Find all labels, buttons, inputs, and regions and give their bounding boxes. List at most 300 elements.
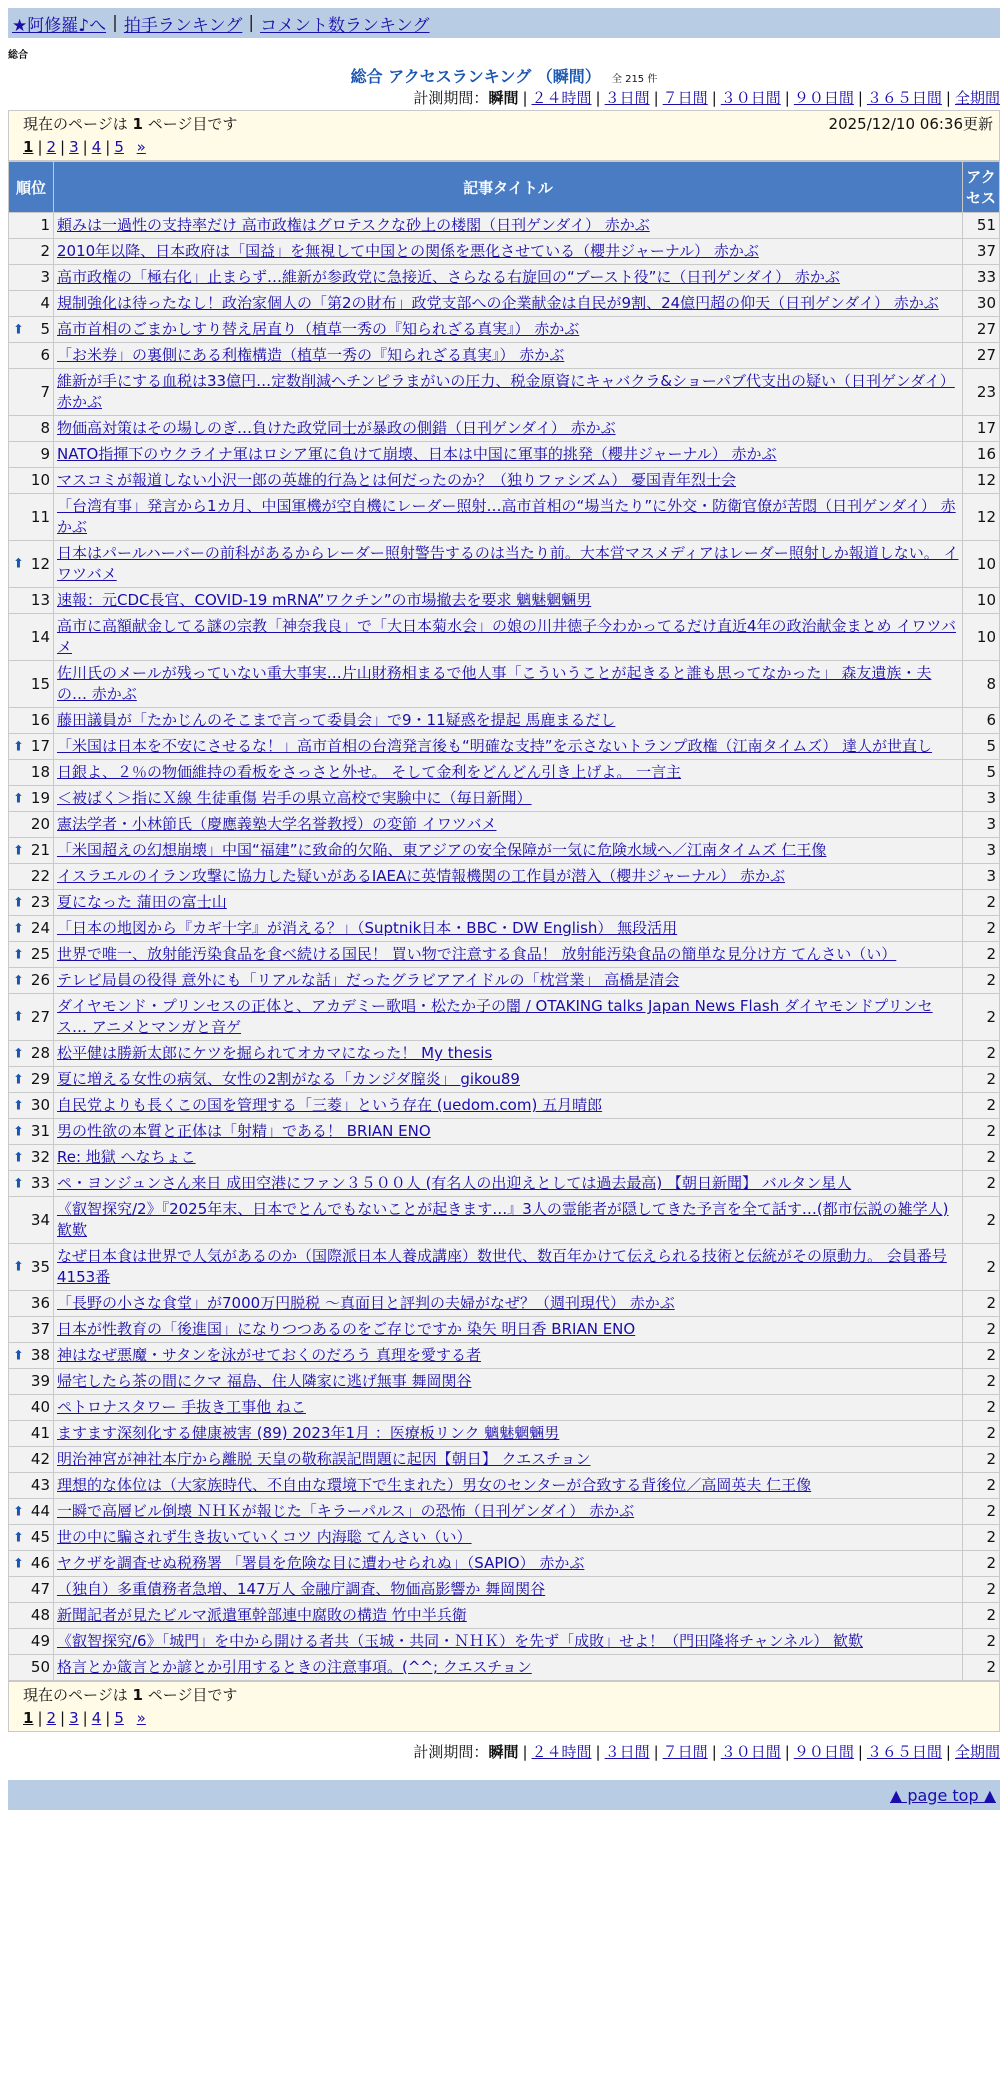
rank-up-arrow-icon: ⬆ — [13, 1124, 24, 1139]
table-row — [9, 1551, 1000, 1577]
access-count: 33 — [963, 265, 1000, 291]
page-separator: | — [82, 138, 88, 156]
article-title-link[interactable]: 物価高対策はその場しのぎ…負けた政党同士が暴政の側錯（日刊ゲンダイ） 赤かぶ — [57, 419, 616, 437]
title-cell — [54, 1577, 963, 1603]
article-title-link[interactable]: 理想的な体位は（大家族時代、不自由な環境下で生まれた）男女のセンターが合致する背後位／高岡英夫 仁王像 — [57, 1476, 812, 1494]
access-count: 2 — [963, 1369, 1000, 1395]
rank-cell — [9, 1197, 54, 1244]
page-link-4[interactable]: 4 — [91, 138, 102, 156]
access-count: 2 — [963, 968, 1000, 994]
table-row — [9, 1244, 1000, 1291]
title-cell — [54, 838, 963, 864]
access-count: 2 — [963, 1093, 1000, 1119]
title-cell — [54, 416, 963, 442]
pager-bottom — [8, 1681, 1000, 1732]
article-title-link[interactable]: ダイヤモンド・プリンセスの正体と、アカデミー歌唱・松たか子の闇 / OTAKING talks Japan News Flash ダイヤモンドプリンセス… アニメとマンガと音ゲ — [57, 997, 933, 1036]
page-link-3[interactable]: 3 — [69, 138, 79, 156]
rank-up-arrow-icon: ⬆ — [13, 1072, 24, 1087]
rank-number: 8 — [40, 419, 50, 437]
article-title-link[interactable]: 維新が手にする血税は33億円…定数削減へチンピラまがいの圧力、税金原資にキャバクラ&ショーパブ代支出の疑い（日刊ゲンダイ） 赤かぶ — [57, 372, 955, 411]
page-links — [23, 138, 993, 156]
rank-number: 7 — [40, 382, 50, 401]
comment-ranking-link[interactable]: コメント数ランキング — [260, 15, 430, 36]
top-nav-bar — [8, 8, 1000, 38]
article-title-link[interactable]: 明治神宮が神社本庁から離脱 天皇の敬称誤記問題に起因【朝日】 クエスチョン — [57, 1450, 591, 1468]
article-title-link[interactable]: 規制強化は待ったなし！政治家個人の「第2の財布」政党支部への企業献金は自民が9割、24億円超の仰天（日刊ゲンダイ） 赤かぶ — [57, 294, 939, 312]
footer-bar — [8, 1780, 1000, 1810]
period-separator: | — [857, 89, 863, 107]
access-count: 2 — [963, 1525, 1000, 1551]
title-cell — [54, 760, 963, 786]
rank-cell — [9, 1171, 54, 1197]
table-row — [9, 1499, 1000, 1525]
access-count: 2 — [963, 994, 1000, 1041]
rank-number: 17 — [30, 737, 50, 755]
current-page-text: 現在のページは 1 ページ目です — [23, 1686, 238, 1704]
period-link-1[interactable]: ３日間 — [604, 1743, 650, 1761]
access-count: 2 — [963, 1395, 1000, 1421]
article-title-link[interactable]: （独自）多重債務者急増、147万人 金融庁調査、物価高影響か 舞岡関谷 — [57, 1580, 546, 1598]
access-count: 12 — [963, 468, 1000, 494]
access-count: 2 — [963, 1499, 1000, 1525]
rank-up-arrow-icon: ⬆ — [13, 322, 24, 337]
table-row — [9, 416, 1000, 442]
title-cell — [54, 1421, 963, 1447]
total-count: 全 215 件 — [611, 74, 658, 85]
table-row — [9, 1317, 1000, 1343]
title-cell — [54, 1551, 963, 1577]
period-link-0[interactable]: ２４時間 — [531, 1743, 592, 1761]
article-title-link[interactable]: 松平健は勝新太郎にケツを掘られてオカマになった！ My thesis — [57, 1044, 493, 1062]
title-cell — [54, 541, 963, 588]
rank-number: 48 — [30, 1606, 50, 1624]
table-row — [9, 317, 1000, 343]
page-link-5[interactable]: 5 — [114, 138, 124, 156]
title-cell — [54, 614, 963, 661]
access-count: 2 — [963, 916, 1000, 942]
table-row — [9, 239, 1000, 265]
rank-cell — [9, 1551, 54, 1577]
next-page-link[interactable]: » — [136, 138, 146, 156]
table-row — [9, 864, 1000, 890]
nav-separator: | — [248, 13, 255, 33]
table-row — [9, 494, 1000, 541]
access-count: 10 — [963, 541, 1000, 588]
current-page-number: 1 — [23, 138, 34, 156]
article-title-link[interactable]: 「長野の小さな食堂」が7000万円脱税 ～真面目と評判の夫婦がなぜ？（週刊現代） 赤かぶ — [57, 1294, 675, 1312]
table-row — [9, 760, 1000, 786]
title-cell — [54, 1525, 963, 1551]
table-row — [9, 968, 1000, 994]
table-row — [9, 343, 1000, 369]
rank-up-arrow-icon: ⬆ — [13, 556, 24, 572]
rank-cell — [9, 588, 54, 614]
rank-number: 28 — [30, 1044, 50, 1062]
page-link-5[interactable]: 5 — [114, 1709, 124, 1727]
table-row — [9, 541, 1000, 588]
access-count: 2 — [963, 1067, 1000, 1093]
title-cell — [54, 213, 963, 239]
rank-number: 3 — [40, 268, 50, 286]
article-title-link[interactable]: 日本が性教育の「後進国」になりつつあるのをご存じですか 染矢 明日香 BRIAN ENO — [57, 1320, 636, 1338]
rank-number: 25 — [30, 945, 50, 963]
ranking-table — [8, 161, 1000, 1681]
rank-cell — [9, 1343, 54, 1369]
rank-cell — [9, 1145, 54, 1171]
title-cell — [54, 812, 963, 838]
article-title-link[interactable]: 高市首相のごまかしすり替え居直り（植草一秀の『知られざる真実』） 赤かぶ — [57, 320, 580, 338]
access-count: 2 — [963, 1145, 1000, 1171]
access-count: 17 — [963, 416, 1000, 442]
period-link-4[interactable]: ９０日間 — [793, 89, 854, 107]
rank-number: 5 — [40, 320, 50, 338]
rank-cell — [9, 1093, 54, 1119]
page-link-4[interactable]: 4 — [91, 1709, 102, 1727]
access-count: 2 — [963, 1244, 1000, 1291]
article-title-link[interactable]: テレビ局員の役得 意外にも「リアルな話」だったグラビアアイドルの「枕営業」 高橋是清会 — [57, 971, 680, 989]
title-cell — [54, 661, 963, 708]
title-cell — [54, 1499, 963, 1525]
rank-cell — [9, 661, 54, 708]
article-title-link[interactable]: 自民党よりも長くこの国を管理する「三菱」という存在 (uedom.com) 五月晴郎 — [57, 1096, 603, 1114]
rank-cell — [9, 1067, 54, 1093]
title-cell — [54, 890, 963, 916]
table-row — [9, 1343, 1000, 1369]
access-count: 2 — [963, 1291, 1000, 1317]
article-title-link[interactable]: 頼みは一過性の支持率だけ 高市政権はグロテスクな砂上の楼閣（日刊ゲンダイ） 赤かぶ — [57, 216, 650, 234]
period-link-3[interactable]: ３０日間 — [720, 89, 781, 107]
title-cell — [54, 1291, 963, 1317]
period-separator: | — [784, 1743, 790, 1761]
rank-cell — [9, 994, 54, 1041]
rank-cell — [9, 239, 54, 265]
rank-cell — [9, 317, 54, 343]
article-title-link[interactable]: 夏に増える女性の病気、女性の2割がなる「カンジダ膣炎」 gikou89 — [57, 1070, 520, 1088]
article-title-link[interactable]: 世界で唯一、放射能汚染食品を食べ続ける国民！ 買い物で注意する食品！ 放射能汚染食品の簡単な見分け方 てんさい（い） — [57, 945, 897, 963]
access-count: 3 — [963, 812, 1000, 838]
table-row — [9, 1093, 1000, 1119]
article-title-link[interactable]: 日銀よ、２％の物価維持の看板をさっさと外せ。 そして金利をどんどん引き上げよ。 一言主 — [57, 763, 682, 781]
title-cell — [54, 734, 963, 760]
table-row — [9, 942, 1000, 968]
rank-cell — [9, 343, 54, 369]
rank-header: 順位 — [9, 162, 54, 213]
rank-up-arrow-icon: ⬆ — [13, 1150, 24, 1165]
page-separator: | — [105, 1709, 111, 1727]
period-separator: | — [711, 1743, 717, 1761]
access-count: 37 — [963, 239, 1000, 265]
rank-up-arrow-icon: ⬆ — [13, 1176, 24, 1191]
title-cell — [54, 494, 963, 541]
period-selector-bottom — [8, 1740, 1000, 1764]
rank-number: 45 — [30, 1528, 50, 1546]
article-title-link[interactable]: 「日本の地図から『カギ十字』が消える？」（Suptnik日本・BBC・DW English） 無段活用 — [57, 919, 678, 937]
access-count: 5 — [963, 734, 1000, 760]
table-row — [9, 1395, 1000, 1421]
table-row — [9, 1603, 1000, 1629]
access-count: 16 — [963, 442, 1000, 468]
article-title-link[interactable]: 「お米券」の裏側にある利権構造（植草一秀の『知られざる真実』） 赤かぶ — [57, 346, 565, 364]
title-header: 記事タイトル — [54, 162, 963, 213]
title-cell — [54, 708, 963, 734]
article-title-link[interactable]: 藤田議員が「たかじんのそこまで言って委員会」で9・11疑惑を提起 馬鹿まるだし — [57, 711, 616, 729]
table-row — [9, 442, 1000, 468]
period-link-1[interactable]: ３日間 — [604, 89, 650, 107]
rank-number: 18 — [30, 763, 50, 781]
rank-cell — [9, 1447, 54, 1473]
rank-number: 41 — [30, 1424, 50, 1442]
table-row — [9, 1171, 1000, 1197]
nav-separator: | — [112, 13, 118, 33]
rank-number: 16 — [30, 711, 50, 729]
rank-number: 30 — [30, 1096, 50, 1114]
title-cell — [54, 1395, 963, 1421]
article-title-link[interactable]: 高市に高額献金してる謎の宗教「神奈我良」で「大日本菊水会」の娘の川井徳子今わかってるだけ直近4年の政治献金まとめ イワツバメ — [57, 617, 957, 656]
period-link-6[interactable]: 全期間 — [954, 89, 1000, 107]
table-row — [9, 916, 1000, 942]
period-separator: | — [857, 1743, 863, 1761]
rank-up-arrow-icon: ⬆ — [13, 1530, 24, 1545]
article-title-link[interactable]: 一瞬で高層ビル倒壊 ＮＨＫが報じた「キラーパルス」の恐怖（日刊ゲンダイ） 赤かぶ — [57, 1502, 635, 1520]
article-title-link[interactable]: 高市政権の「極右化」止まらず…維新が参政党に急接近、さらなる右旋回の“ブースト役”に（日刊ゲンダイ） 赤かぶ — [57, 268, 840, 286]
rank-cell — [9, 1395, 54, 1421]
table-row — [9, 1119, 1000, 1145]
access-count: 2 — [963, 1629, 1000, 1655]
title-cell — [54, 588, 963, 614]
page-separator: | — [37, 138, 43, 156]
rank-number: 35 — [30, 1257, 50, 1276]
page-link-3[interactable]: 3 — [69, 1709, 79, 1727]
rank-cell — [9, 1291, 54, 1317]
page-separator — [128, 138, 133, 156]
rank-cell — [9, 291, 54, 317]
rank-cell — [9, 1041, 54, 1067]
table-row — [9, 1421, 1000, 1447]
rank-number: 9 — [40, 445, 50, 463]
period-label: 計測期間： — [413, 89, 489, 107]
table-row — [9, 890, 1000, 916]
access-count: 2 — [963, 1473, 1000, 1499]
access-count: 51 — [963, 213, 1000, 239]
access-count: 2 — [963, 1119, 1000, 1145]
title-cell — [54, 1171, 963, 1197]
rank-cell — [9, 1473, 54, 1499]
table-row — [9, 1525, 1000, 1551]
title-cell — [54, 1145, 963, 1171]
rank-number: 1 — [40, 216, 50, 234]
page-links — [23, 1709, 993, 1727]
article-title-link[interactable]: マスコミが報道しない小沢一郎の英雄的行為とは何だったのか？（独りファシズム） 憂国青年烈士会 — [57, 471, 737, 489]
period-separator: | — [522, 89, 528, 107]
article-title-link[interactable]: 帰宅したら茶の間にクマ 福島、住人隣家に逃げ無事 舞岡関谷 — [57, 1372, 472, 1390]
rank-cell — [9, 468, 54, 494]
table-row — [9, 1041, 1000, 1067]
rank-number: 23 — [30, 893, 50, 911]
access-count: 3 — [963, 864, 1000, 890]
rank-cell — [9, 708, 54, 734]
article-title-link[interactable]: なぜ日本食は世界で人気があるのか（国際派日本人養成講座）数世代、数百年かけて伝えられる技術と伝統がその原動力。 会員番号4153番 — [57, 1247, 947, 1286]
title-cell — [54, 786, 963, 812]
access-count: 5 — [963, 760, 1000, 786]
rank-cell — [9, 1421, 54, 1447]
article-title-link[interactable]: 格言とか箴言とか諺とか引用するときの注意事項。(^^; クエスチョン — [57, 1658, 532, 1676]
table-row — [9, 369, 1000, 416]
page-title: 総合 アクセスランキング （瞬間） — [350, 67, 601, 86]
period-link-4[interactable]: ９０日間 — [793, 1743, 854, 1761]
table-row — [9, 1447, 1000, 1473]
article-title-link[interactable]: 《叡智探究/2》『2025年末、日本でとんでもないことが起きます…』3人の霊能者が隠してきた予言を全て話す…(都市伝説の雑学人) 歓歎 — [57, 1200, 949, 1239]
rank-cell — [9, 614, 54, 661]
article-title-link[interactable]: Re: 地獄 へなちょこ — [57, 1148, 196, 1166]
period-link-0[interactable]: ２４時間 — [531, 89, 592, 107]
rank-number: 31 — [30, 1122, 50, 1140]
article-title-link[interactable]: ヤクザを調査せぬ税務署 「署員を危険な目に遭わせられぬ」（SAPIO） 赤かぶ — [57, 1554, 585, 1572]
access-count: 2 — [963, 1447, 1000, 1473]
rank-number: 32 — [30, 1148, 50, 1166]
access-count: 2 — [963, 1041, 1000, 1067]
table-row — [9, 1145, 1000, 1171]
page-separator — [128, 1709, 133, 1727]
period-link-5[interactable]: ３６５日間 — [866, 1743, 942, 1761]
period-separator: | — [522, 1743, 528, 1761]
article-title-link[interactable]: ＜被ばく＞指にＸ線 生徒重傷 岩手の県立高校で実験中に（毎日新聞） — [57, 789, 532, 807]
article-title-link[interactable]: 日本はパールハーバーの前科があるからレーダー照射警告するのは当たり前。大本営マスメディアはレーダー照射しか報道しない。 イワツバメ — [57, 544, 959, 583]
rank-up-arrow-icon: ⬆ — [13, 791, 24, 806]
page-link-2[interactable]: 2 — [46, 138, 57, 156]
rank-cell — [9, 1525, 54, 1551]
page-separator: | — [60, 1709, 66, 1727]
table-row — [9, 265, 1000, 291]
clap-ranking-link[interactable]: 拍手ランキング — [123, 15, 243, 36]
page-separator: | — [105, 138, 111, 156]
rank-number: 36 — [30, 1294, 50, 1312]
rank-cell — [9, 864, 54, 890]
table-row — [9, 291, 1000, 317]
period-link-3[interactable]: ３０日間 — [720, 1743, 781, 1761]
ranking-heading — [8, 64, 1000, 86]
article-title-link[interactable]: ますます深刻化する健康被害 (89) 2023年1月 ：医療板リンク 魑魅魍魎男 — [57, 1424, 560, 1442]
table-row — [9, 708, 1000, 734]
access-count: 2 — [963, 1577, 1000, 1603]
rank-cell — [9, 838, 54, 864]
period-separator: | — [595, 89, 601, 107]
rank-number: 10 — [30, 471, 50, 489]
current-page-number: 1 — [23, 1709, 34, 1727]
page-separator: | — [37, 1709, 43, 1727]
period-label: 計測期間： — [413, 1743, 489, 1761]
title-cell — [54, 1655, 963, 1681]
article-title-link[interactable]: 佐川氏のメールが残っていない重大事実…片山財務相まるで他人事「こういうことが起きると誰も思ってなかった」 森友遺族・夫の… 赤かぶ — [57, 664, 932, 703]
period-link-2[interactable]: ７日間 — [662, 1743, 708, 1761]
rank-number: 11 — [30, 507, 50, 526]
rank-number: 47 — [30, 1580, 50, 1598]
article-title-link[interactable]: 《叡智探究/6》「城門」を中から開ける者共（玉城・共同・ＮＨＫ）を先ず「成敗」せよ！（門田隆将チャンネル） 歓歎 — [57, 1632, 863, 1650]
period-separator: | — [653, 89, 659, 107]
article-title-link[interactable]: 世の中に騙されず生き抜いていくコツ 内海聡 てんさい（い） — [57, 1528, 472, 1546]
title-cell — [54, 1343, 963, 1369]
rank-cell — [9, 213, 54, 239]
period-link-6[interactable]: 全期間 — [954, 1743, 1000, 1761]
title-cell — [54, 1041, 963, 1067]
title-cell — [54, 239, 963, 265]
article-title-link[interactable]: 「米国超えの幻想崩壊」中国“福建”に致命的欠陥、東アジアの安全保障が一気に危険水域へ／江南タイムズ 仁王像 — [57, 841, 827, 859]
rank-number: 44 — [30, 1502, 50, 1520]
access-header: アクセス — [963, 162, 1000, 213]
article-title-link[interactable]: 夏になった 蒲田の富士山 — [57, 893, 227, 911]
rank-number: 2 — [40, 242, 50, 260]
rank-number: 43 — [30, 1476, 50, 1494]
rank-cell — [9, 1369, 54, 1395]
article-title-link[interactable]: NATO指揮下のウクライナ軍はロシア軍に負けて崩壊、日本は中国に軍事的挑発（櫻井ジャーナル） 赤かぶ — [57, 445, 777, 463]
title-cell — [54, 1197, 963, 1244]
table-row — [9, 786, 1000, 812]
article-title-link[interactable]: 速報：元CDC長官、COVID-19 mRNA”ワクチン”の市場撤去を要求 魑魅魍魎男 — [57, 591, 592, 609]
rank-cell — [9, 442, 54, 468]
access-count: 12 — [963, 494, 1000, 541]
rank-cell — [9, 1655, 54, 1681]
table-row — [9, 1291, 1000, 1317]
access-count: 2 — [963, 1171, 1000, 1197]
title-cell — [54, 968, 963, 994]
period-separator: | — [784, 89, 790, 107]
article-title-link[interactable]: 神はなぜ悪魔・サタンを泳がせておくのだろう 真理を愛する者 — [57, 1346, 482, 1364]
title-cell — [54, 343, 963, 369]
title-cell — [54, 317, 963, 343]
access-count: 2 — [963, 1551, 1000, 1577]
rank-cell — [9, 734, 54, 760]
home-link[interactable]: ★阿修羅♪へ — [12, 15, 107, 36]
rank-number: 40 — [30, 1398, 50, 1416]
title-cell — [54, 1603, 963, 1629]
page-link-2[interactable]: 2 — [46, 1709, 57, 1727]
table-row — [9, 1369, 1000, 1395]
title-cell — [54, 1447, 963, 1473]
rank-number: 27 — [30, 1007, 50, 1026]
table-row — [9, 1629, 1000, 1655]
article-title-link[interactable]: 新聞記者が見たビルマ派遣軍幹部連中腐敗の構造 竹中半兵衛 — [57, 1606, 467, 1624]
article-title-link[interactable]: ペ・ヨンジュンさん来日 成田空港にファン３５００人 (有名人の出迎えとしては過去最高) 【朝日新聞】 バルタン星人 — [57, 1174, 852, 1192]
article-title-link[interactable]: 男の性欲の本質と正体は「射精」である！ BRIAN ENO — [57, 1122, 431, 1140]
rank-up-arrow-icon: ⬆ — [13, 1098, 24, 1113]
period-link-5[interactable]: ３６５日間 — [866, 89, 942, 107]
rank-up-arrow-icon: ⬆ — [13, 1009, 24, 1025]
article-title-link[interactable]: 2010年以降、日本政府は「国益」を無視して中国との関係を悪化させている（櫻井ジャーナル） 赤かぶ — [57, 242, 759, 260]
rank-number: 14 — [30, 627, 50, 646]
rank-number: 26 — [30, 971, 50, 989]
page-top-link[interactable]: ▲ page top ▲ — [889, 1785, 996, 1805]
article-title-link[interactable]: 「米国は日本を不安にさせるな！」高市首相の台湾発言後も“明確な支持”を示さないトランプ政権（江南タイムズ） 達人が世直し — [57, 737, 933, 755]
rank-up-arrow-icon: ⬆ — [13, 1504, 24, 1519]
article-title-link[interactable]: イスラエルのイラン攻撃に協力した疑いがあるIAEAに英情報機関の工作員が潜入（櫻井ジャーナル） 赤かぶ — [57, 867, 785, 885]
rank-number: 46 — [30, 1554, 50, 1572]
access-count: 2 — [963, 942, 1000, 968]
access-count: 23 — [963, 369, 1000, 416]
next-page-link[interactable]: » — [136, 1709, 146, 1727]
period-separator: | — [653, 1743, 659, 1761]
period-separator: | — [945, 89, 951, 107]
period-link-2[interactable]: ７日間 — [662, 89, 708, 107]
rank-up-arrow-icon: ⬆ — [13, 895, 24, 910]
table-row — [9, 213, 1000, 239]
access-count: 10 — [963, 588, 1000, 614]
rank-cell — [9, 494, 54, 541]
table-row — [9, 661, 1000, 708]
article-title-link[interactable]: 「台湾有事」発言から1カ月、中国軍機が空自機にレーダー照射…高市首相の“場当たり”に外交・防衛官僚が苦悶（日刊ゲンダイ） 赤かぶ — [57, 497, 956, 536]
rank-number: 49 — [30, 1632, 50, 1650]
article-title-link[interactable]: 憲法学者・小林節氏（慶應義塾大学名誉教授）の変節 イワツバメ — [57, 815, 497, 833]
article-title-link[interactable]: ペトロナスタワー 手抜き工事他 ねこ — [57, 1398, 306, 1416]
page — [8, 8, 1000, 1810]
